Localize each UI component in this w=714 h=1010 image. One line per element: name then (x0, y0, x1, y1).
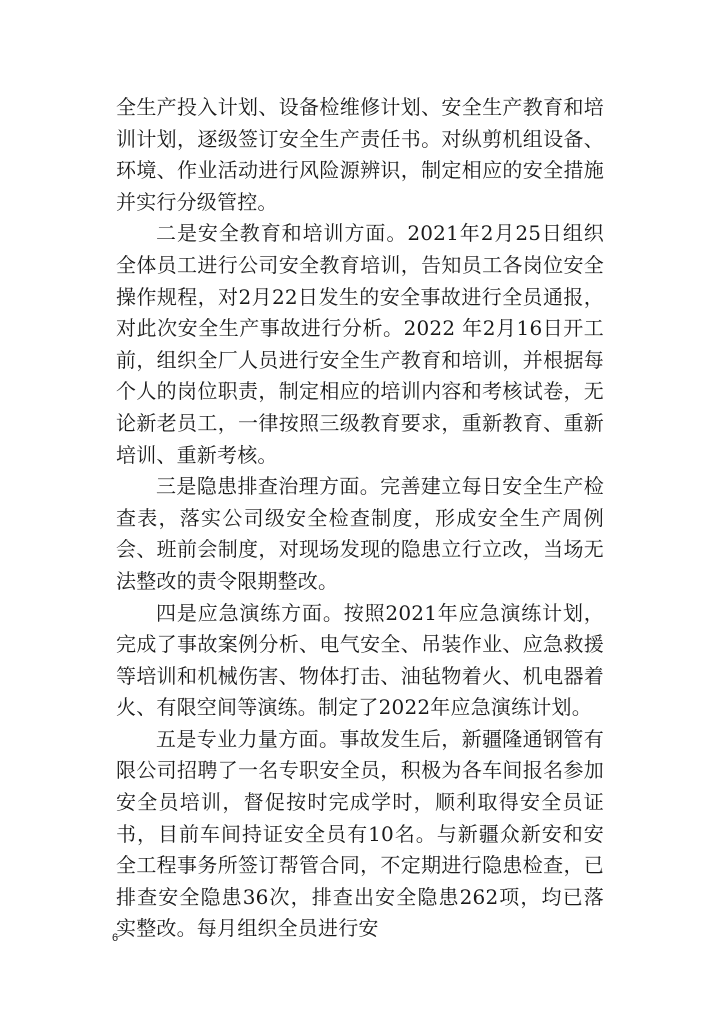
body-text (116, 92, 604, 945)
page-number: 6 (112, 932, 119, 944)
paragraph-continuation: 全生产投入计划、设备检维修计划、安全生产教育和培训计划，逐级签订安全生产责任书。对纵剪机组设备、环境、作业活动进行风险源辨识，制定相应的安全措施并实行分级管控。 (116, 95, 604, 214)
paragraph-professional-staff: 五是专业力量方面。事故发生后，新疆隆通钢管有限公司招聘了一名专职安全员，积极为各车间报名参加安全员培训，督促按时完成学时，顺利取得安全员证书，目前车间持证安全员有10名。与新疆众新安和安全工程事务所签订帮管合同，不定期进行隐患检查，已排查安全隐患36次，排查出安全隐患262项，均已落实整改。每月组织全员进行安 (116, 726, 604, 941)
paragraph-safety-education: 二是安全教育和培训方面。2021年2月25日组织全体员工进行公司安全教育培训，告知员工各岗位安全操作规程，对2月22日发生的安全事故进行全员通报，对此次安全生产事故进行分析。2022 年2月16日开工前，组织全厂人员进行安全生产教育和培训，并根据每个人的岗位职责，制定相应的培训内容和考核试卷，无论新老员工，一律按照三级教育要求，重新教育、重新培训、重新考核。 (116, 221, 604, 467)
paragraph-emergency-drill: 四是应急演练方面。按照2021年应急演练计划，完成了事故案例分析、电气安全、吊装作业、应急救援等培训和机械伤害、物体打击、油毡物着火、机电器着火、有限空间等演练。制定了2022年应急演练计划。 (116, 600, 604, 720)
paragraph-hazard-inspection: 三是隐患排查治理方面。完善建立每日安全生产检查表，落实公司级安全检查制度，形成安全生产周例会、班前会制度，对现场发现的隐患立行立改，当场无法整改的责令限期整改。 (116, 474, 604, 593)
